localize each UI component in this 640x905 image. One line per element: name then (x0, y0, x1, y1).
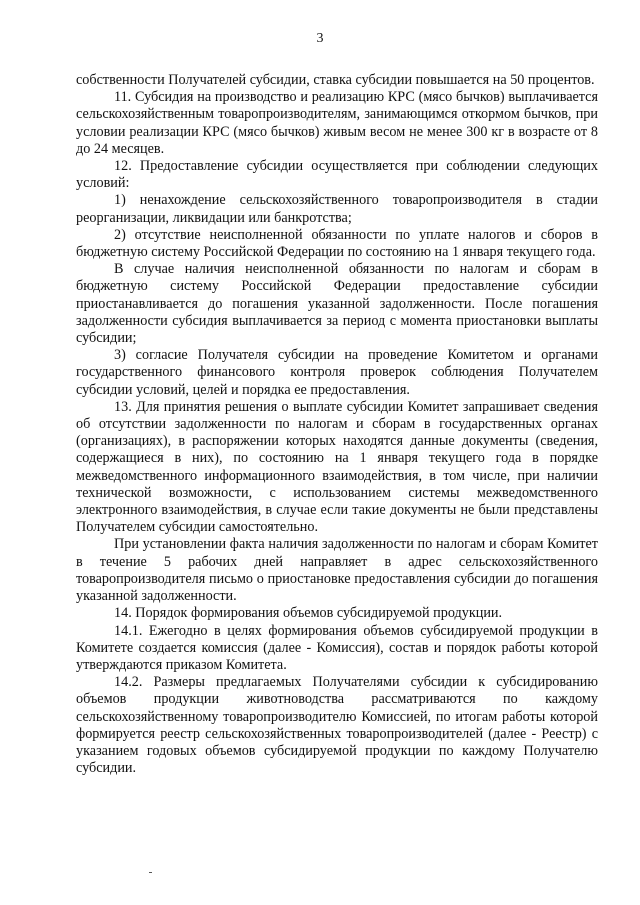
paragraph-condition-3: 3) согласие Получателя субсидии на проведение Комитетом и органами государственного финансового контроля проверок соблюдения Получателем субсидии условий, целей и порядка ее предоставления. (76, 347, 598, 398)
paragraph-clause-14-2: 14.2. Размеры предлагаемых Получателями субсидии к субсидированию объемов продукции животноводства рассматриваются по каждому сельскохозяйственному товаропроизводителю Комиссией, по итогам работы которой формируется реестр сельскохозяйственных товаропроизводителей (далее - Реестр) с указанием годовых объемов субсидируемой продукции по каждому Получателю субсидии. (76, 674, 598, 777)
paragraph-clause-12: 12. Предоставление субсидии осуществляется при соблюдении следующих условий: (76, 158, 598, 192)
paragraph-clause-11: 11. Субсидия на производство и реализацию КРС (мясо бычков) выплачивается сельскохозяйственным товаропроизводителям, занимающимся откормом бычков, при условии реализации КРС (мясо бычков) живым весом не менее 300 кг в возрасте от 8 до 24 месяцев. (76, 89, 598, 157)
paragraph-debt-notice: При установлении факта наличия задолженности по налогам и сборам Комитет в течение 5 рабочих дней направляет в адрес сельскохозяйственного товаропроизводителя письмо о приостановке предоставления субсидии до погашения указанной задолженности. (76, 536, 598, 605)
paragraph-clause-14: 14. Порядок формирования объемов субсидируемой продукции. (114, 605, 503, 622)
document-body (76, 72, 598, 777)
paragraph-clause-13: 13. Для принятия решения о выплате субсидии Комитет запрашивает сведения об отсутствии задолженности по налогам и сборам в государственных органах (организациях), в распоряжении которых находятся данные документы (сведения, содержащиеся в них), по состоянию на 1 января текущего года в порядке межведомственного информационного взаимодействия, в том числе, при наличии технической возможности, с использованием системы межведомственного электронного взаимодействия, в случае если такие документы не были представлены Получателем субсидии самостоятельно. (76, 398, 598, 536)
paragraph-condition-1: 1) ненахождение сельскохозяйственного товаропроизводителя в стадии реорганизации, ликвидации или банкротства; (76, 192, 598, 226)
paragraph-clause-14-1: 14.1. Ежегодно в целях формирования объемов субсидируемой продукции в Комитете создается комиссия (далее - Комиссия), состав и порядок работы которой утверждаются приказом Комитета. (76, 622, 598, 673)
page-number: 3 (316, 31, 324, 46)
paragraph-condition-2: 2) отсутствие неисполненной обязанности по уплате налогов и сборов в бюджетную систему Российской Федерации по состоянию на 1 января текущего года. (76, 226, 598, 261)
paragraph-debt-suspension: В случае наличия неисполненной обязанности по налогам и сборам в бюджетную систему Российской Федерации предоставление субсидии приостанавливается до погашения указанной задолженности. После погашения задолженности субсидия выплачивается за период с момента приостановки выплаты субсидии; (76, 261, 598, 347)
paragraph-continuation: собственности Получателей субсидии, ставка субсидии повышается на 50 процентов. (76, 72, 595, 88)
scan-artifact (149, 872, 152, 873)
